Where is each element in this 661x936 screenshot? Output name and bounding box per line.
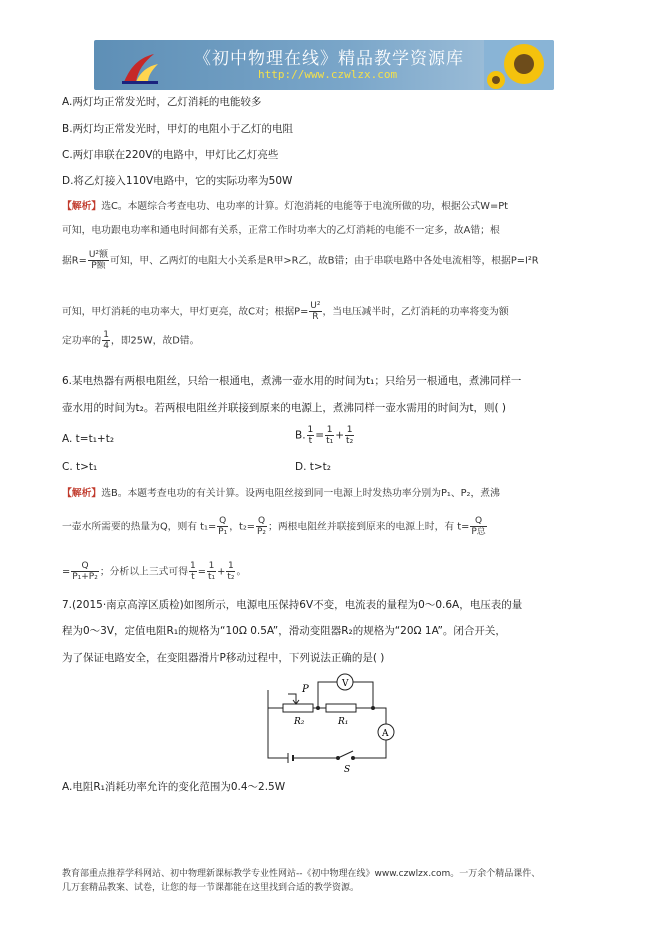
voltmeter-label: V	[342, 679, 349, 689]
q5-analysis-line-5: 定功率的 $\frac{1}{4}$ ，即25W，故D错。	[62, 330, 200, 351]
ammeter-label: A	[382, 729, 389, 739]
switch-label: S	[344, 765, 351, 775]
q5-analysis-line-4: 可知，甲灯消耗的电功率大，甲灯更亮，故C对；根据P= $\frac{\text{U²}}{R}$ ，当电压减半时，乙灯消耗的功率将变为额	[62, 301, 509, 322]
sunflower-icon	[484, 40, 554, 90]
q7-stem-line-2: 程为0～3V，定值电阻R₁的规格为“10Ω 0.5A”，滑动变阻器R₂的规格为“20Ω 1A”。闭合开关，	[62, 625, 506, 637]
q6-option-a: A. t=t₁+t₂	[62, 433, 115, 445]
footer-line-2: 几万套精品教案、试卷，让您的每一节课都能在这里找到合适的教学资源。	[62, 883, 360, 893]
q5-analysis-line-2: 可知，电功跟电功率和通电时间都有关系，正常工作时功率大的乙灯消耗的电能不一定多，故A错；根	[62, 225, 500, 236]
q6-analysis-line-2: 一壶水所需要的热量为Q，则有 t₁= $\frac{Q}{\text{P₁}}$ ，t₂= $\frac{Q}{\text{P₂}}$ ；两根电阻丝并联接到原来的电源上时，有 t= $\frac{Q}{\text{P总}}$	[62, 516, 486, 537]
circuit-diagram	[258, 668, 408, 776]
q6-stem-line-2: 壶水用的时间为t₂。若两根电阻丝并联接到原来的电源上，煮沸同样一壶水需用的时间为t，则( )	[62, 402, 506, 414]
q7-option-a: A.电阻R₁消耗功率允许的变化范围为0.4～2.5W	[62, 781, 286, 793]
fraction: $\frac{\text{U²}}{R}$	[310, 301, 321, 322]
q6-stem-line-1: 6.某电热器有两根电阻丝，只给一根通电，煮沸一壶水用的时间为t₁；只给另一根通电，煮沸同样一	[62, 375, 522, 387]
footer-line-1: 教育部重点推荐学科网站、初中物理新课标教学专业性网站--《初中物理在线》www.czwlzx.com。一万余个精品课件、	[62, 869, 541, 879]
q6-analysis-line-3: = $\frac{Q}{\text{P₁+P₂}}$ ；分析以上三式可得 $\frac{1}{t}$ = $\frac{1}{\text{t₁}}$ + $\frac{1}{\text{t₂}}$ 。	[62, 561, 247, 582]
q6-analysis-line-1: 【解析】选B。本题考查电功的有关计算。设两电阻丝接到同一电源上时发热功率分别为P₁、P₂，煮沸	[62, 488, 500, 499]
site-logo-icon	[120, 48, 160, 86]
fraction: $\frac{\text{U²额}}{\text{P额}}$	[88, 250, 109, 271]
analysis-tag: 【解析】	[62, 201, 102, 212]
q5-option-b: B.两灯均正常发光时，甲灯的电阻小于乙灯的电阻	[62, 123, 294, 135]
q7-stem-line-3: 为了保证电路安全，在变阻器滑片P移动过程中，下列说法正确的是( )	[62, 652, 385, 664]
q5-analysis-line-3: 据R= $\frac{\text{U²额}}{\text{P额}}$ 可知，甲、乙两灯的电阻大小关系是R甲>R乙，故B错；由于串联电路中各处电流相等，根据P=I²R	[62, 250, 539, 271]
q6-option-b: B. $\frac{1}{t}$ = $\frac{1}{\text{t₁}}$ + $\frac{1}{\text{t₂}}$	[295, 425, 354, 446]
q6-option-c: C. t>t₁	[62, 461, 98, 473]
fraction: $\frac{1}{4}$	[103, 330, 109, 351]
label-p: P	[302, 684, 309, 695]
q6-option-d: D. t>t₂	[295, 461, 332, 473]
page-footer	[62, 867, 622, 895]
q7-stem-line-1: 7.(2015·南京高淳区质检)如图所示，电源电压保持6V不变，电流表的量程为0～0.6A，电压表的量	[62, 599, 523, 611]
q5-option-a: A.两灯均正常发光时，乙灯消耗的电能较多	[62, 96, 262, 108]
label-r2: R₂	[294, 717, 305, 727]
banner-title: 《初中物理在线》精品教学资源库	[194, 49, 464, 69]
q5-analysis-line-1: 【解析】选C。本题综合考查电功、电功率的计算。灯泡消耗的电能等于电流所做的功，根据公式W=Pt	[62, 201, 508, 212]
q5-option-d: D.将乙灯接入110V电路中，它的实际功率为50W	[62, 175, 293, 187]
q5-option-c: C.两灯串联在220V的电路中，甲灯比乙灯亮些	[62, 149, 279, 161]
analysis-tag: 【解析】	[62, 488, 102, 499]
banner-url[interactable]: http://www.czwlzx.com	[258, 68, 398, 81]
label-r1: R₁	[338, 717, 349, 727]
header-banner	[94, 40, 554, 90]
